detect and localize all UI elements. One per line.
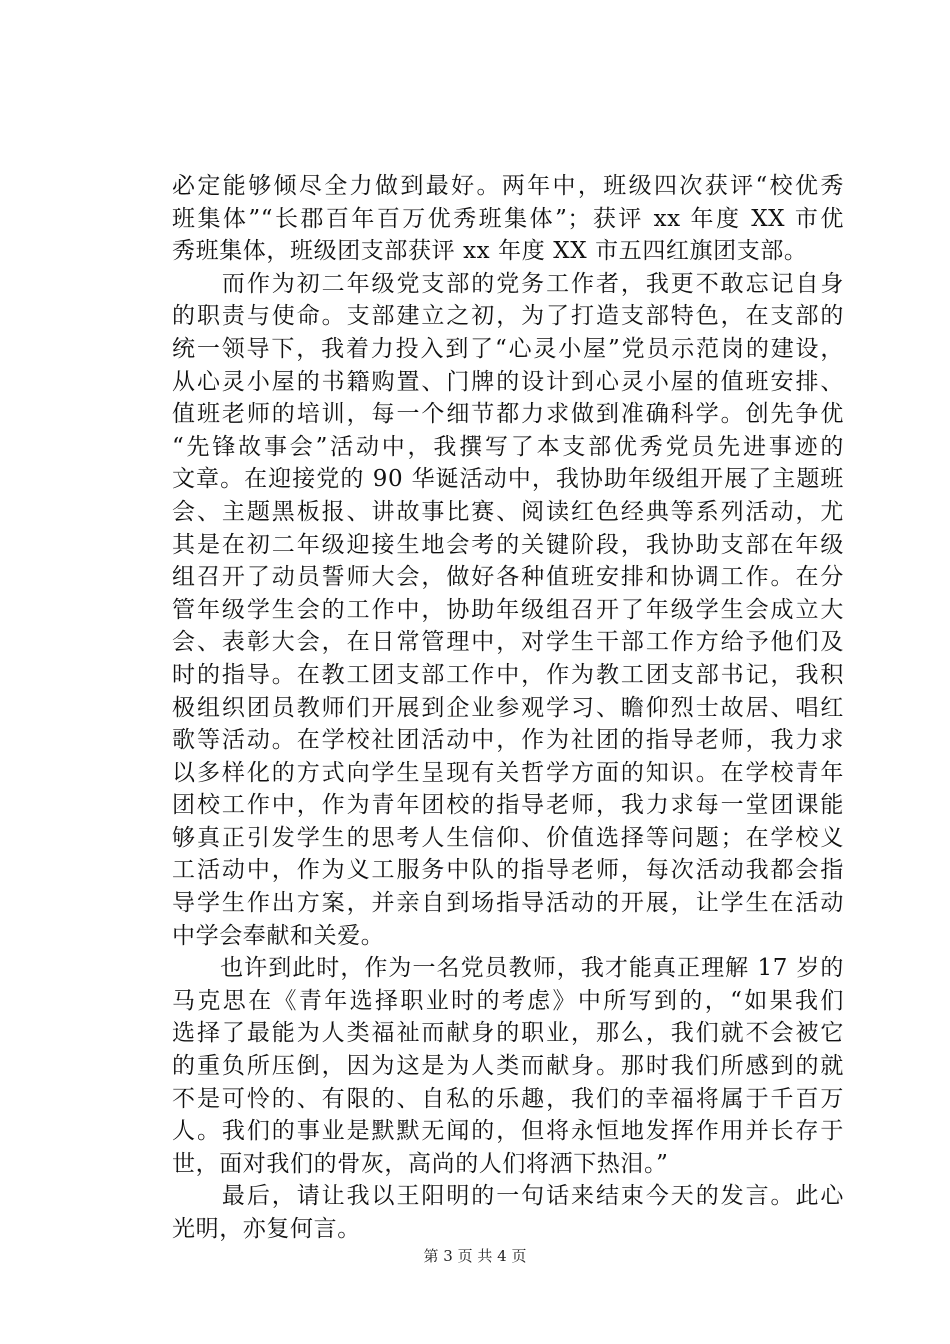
- body-text-line: 而作为初二年级党支部的党务工作者，我更不敢忘记自身: [172, 270, 844, 297]
- body-text-line: 歌等活动。在学校社团活动中，作为社团的指导老师，我力求: [172, 727, 844, 754]
- body-text-line: 够真正引发学生的思考人生信仰、价值选择等问题；在学校义: [172, 824, 844, 851]
- body-text-line: 其是在初二年级迎接生地会考的关键阶段，我协助支部在年级: [172, 531, 844, 558]
- body-text-line: 导学生作出方案，并亲自到场指导活动的开展，让学生在活动: [172, 890, 844, 917]
- body-text-line: 中学会奉献和关爱。: [172, 922, 385, 949]
- body-text-line: 组召开了动员誓师大会，做好各种值班安排和协调工作。在分: [172, 564, 844, 591]
- body-text-line: 值班老师的培训，每一个细节都力求做到准确科学。创先争优: [172, 401, 844, 428]
- document-body: [172, 170, 844, 1246]
- body-text-line: 不是可怜的、有限的、自私的乐趣，我们的幸福将属于千百万: [172, 1085, 844, 1112]
- body-text-line: “先锋故事会”活动中，我撰写了本支部优秀党员先进事迹的: [172, 433, 844, 460]
- body-text-line: 以多样化的方式向学生呈现有关哲学方面的知识。在学校青年: [172, 759, 844, 786]
- body-text-line: 时的指导。在教工团支部工作中，作为教工团支部书记，我积: [172, 661, 844, 688]
- body-text-line: 极组织团员教师们开展到企业参观学习、瞻仰烈士故居、唱红: [172, 694, 844, 721]
- body-text-line: 文章。在迎接党的 90 华诞活动中，我协助年级组开展了主题班: [172, 466, 844, 493]
- body-text-line: 的重负所压倒，因为这是为人类而献身。那时我们所感到的就: [172, 1053, 844, 1080]
- body-text-line: 必定能够倾尽全力做到最好。两年中，班级四次获评“校优秀: [172, 173, 844, 199]
- body-text-line: 从心灵小屋的书籍购置、门牌的设计到心灵小屋的值班安排、: [172, 368, 844, 395]
- body-text-line: 会、主题黑板报、讲故事比赛、阅读红色经典等系列活动，尤: [172, 498, 844, 525]
- body-text-line: 人。我们的事业是默默无闻的，但将永恒地发挥作用并长存于: [172, 1118, 844, 1145]
- body-text-line: 的职责与使命。支部建立之初，为了打造支部特色，在支部的: [172, 303, 844, 330]
- page-number-footer: 第 3 页 共 4 页: [423, 1247, 527, 1265]
- body-text-line: 光明，亦复何言。: [172, 1216, 361, 1242]
- body-text-line: 最后，请让我以王阳明的一句话来结束今天的发言。此心: [172, 1183, 844, 1210]
- body-text-line: 秀班集体，班级团支部获评 xx 年度 XX 市五四红旗团支部。: [172, 238, 808, 265]
- body-text-line: 世，面对我们的骨灰，高尚的人们将洒下热泪。”: [172, 1150, 669, 1177]
- body-text-line: 选择了最能为人类福祉而献身的职业，那么，我们就不会被它: [172, 1020, 844, 1047]
- body-text-line: 会、表彰大会，在日常管理中，对学生干部工作方给予他们及: [172, 629, 844, 656]
- body-text-line: 管年级学生会的工作中，协助年级组召开了年级学生会成立大: [172, 596, 844, 623]
- body-text-line: 也许到此时，作为一名党员教师，我才能真正理解 17 岁的: [172, 955, 844, 982]
- body-text-line: 马克思在《青年选择职业时的考虑》中所写到的，“如果我们: [172, 987, 844, 1014]
- body-text-line: 团校工作中，作为青年团校的指导老师，我力求每一堂团课能: [172, 792, 844, 819]
- body-text-line: 班集体”“长郡百年百万优秀班集体”；获评 xx 年度 XX 市优: [172, 205, 844, 232]
- body-text-line: 统一领导下，我着力投入到了“心灵小屋”党员示范岗的建设，: [172, 335, 844, 362]
- body-text-line: 工活动中，作为义工服务中队的指导老师，每次活动我都会指: [172, 857, 844, 884]
